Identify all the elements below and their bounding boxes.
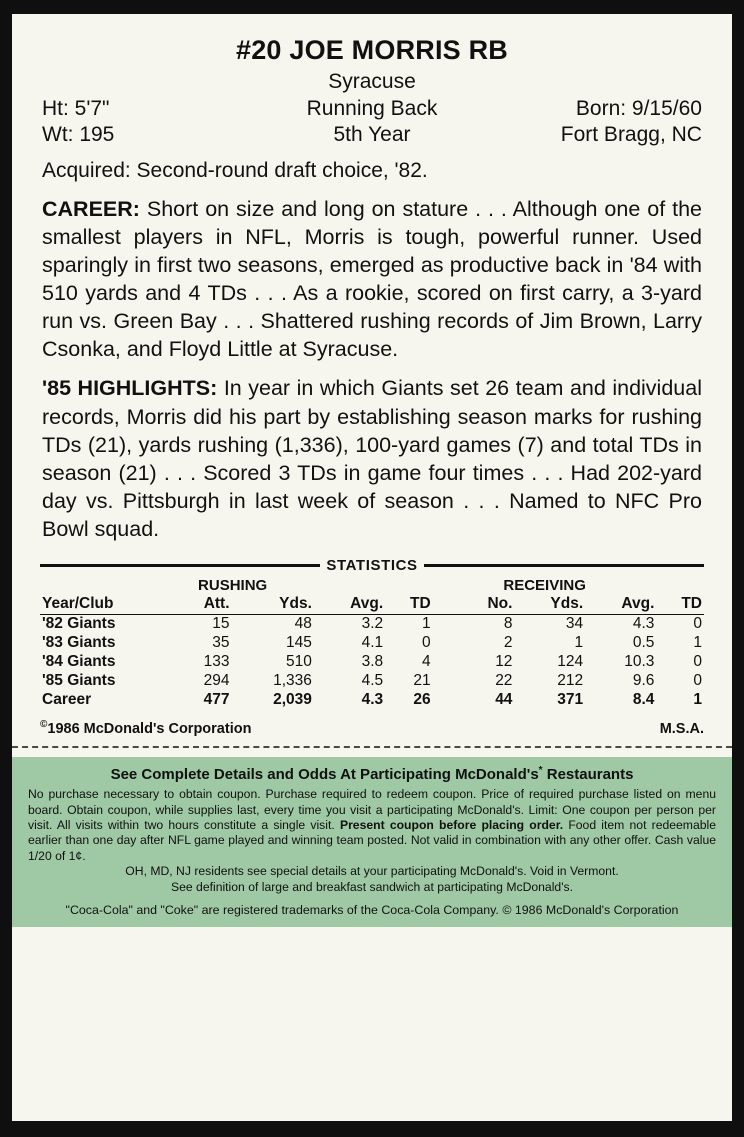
col-rush-att: Att. <box>174 595 232 615</box>
col-year-club: Year/Club <box>40 595 174 615</box>
cell-rush-yds: 1,336 <box>273 672 312 690</box>
msa-mark: M.S.A. <box>659 721 704 738</box>
table-row-career <box>40 691 704 710</box>
cell-rec-avg: 0.5 <box>632 634 655 652</box>
statistics-group-row <box>40 577 704 594</box>
coupon-terms-part2: Food item not redeemable earlier than one day after NFL game played and winning team posted. Not valid in combination with any other offer. Cash value 1/20 of 1¢. <box>28 817 716 863</box>
col-rec-yds: Yds. <box>514 595 585 615</box>
col-spacer <box>433 595 459 615</box>
cell-rush-avg: 4.1 <box>361 634 384 652</box>
vitals-left <box>42 96 247 149</box>
player-height: Ht: 5'7" <box>42 96 110 120</box>
player-school: Syracuse <box>328 69 416 93</box>
cell-rec-td: 0 <box>693 615 702 633</box>
vitals-right <box>497 96 702 149</box>
highlights-label: '85 HIGHLIGHTS: <box>42 376 218 401</box>
player-weight: Wt: 195 <box>42 123 115 147</box>
cell-rush-yds: 145 <box>286 634 312 652</box>
cell-spacer <box>433 653 459 672</box>
cell-rush-att: 477 <box>203 691 230 709</box>
table-row <box>40 653 704 672</box>
player-name: #20 JOE MORRIS RB <box>236 35 508 65</box>
coupon-headline-asterisk: * <box>538 765 543 777</box>
cell-rec-yds: 34 <box>565 615 584 633</box>
coupon-headline-text: See Complete Details and Odds At Participating McDonald's <box>110 766 539 784</box>
player-born: Born: 9/15/60 <box>575 96 702 120</box>
cell-rec-no: 8 <box>503 615 513 633</box>
cell-rec-avg: 8.4 <box>632 691 655 709</box>
cell-rush-td: 1 <box>422 615 431 633</box>
cell-rush-att: 294 <box>203 672 230 690</box>
table-header-row <box>40 595 704 615</box>
coupon-panel <box>12 757 732 927</box>
cell-year: '84 Giants <box>42 653 116 671</box>
cell-rec-no: 44 <box>495 691 513 709</box>
cell-rush-td: 4 <box>422 653 431 671</box>
cell-year: '83 Giants <box>42 634 116 652</box>
highlights-paragraph <box>42 374 702 543</box>
coupon-terms-bold: Present coupon before placing order. <box>339 817 564 832</box>
career-label: CAREER: <box>42 196 140 221</box>
cell-rec-no: 22 <box>495 672 513 690</box>
cell-rec-avg: 4.3 <box>632 615 655 633</box>
cell-year: '85 Giants <box>42 672 116 690</box>
col-rec-avg: Avg. <box>585 595 656 615</box>
player-birthplace: Fort Bragg, NC <box>560 123 702 147</box>
cell-rec-td: 0 <box>693 672 702 690</box>
career-paragraph <box>42 195 702 364</box>
col-rush-avg: Avg. <box>314 595 385 615</box>
copyright-text: 1986 McDonald's Corporation <box>47 721 252 738</box>
table-row <box>40 634 704 653</box>
table-row <box>40 615 704 635</box>
cell-rec-no: 12 <box>495 653 513 671</box>
cell-rec-no: 2 <box>503 634 513 652</box>
cell-rec-yds: 371 <box>557 691 584 709</box>
player-position: Running Back <box>306 96 438 120</box>
coupon-headline-end: Restaurants <box>542 766 634 784</box>
col-rec-no: No. <box>459 595 515 615</box>
cell-spacer <box>433 615 459 635</box>
group-receiving: RECEIVING <box>503 577 586 595</box>
cell-rush-att: 133 <box>203 653 230 671</box>
player-acquired: Acquired: Second-round draft choice, '82. <box>42 159 428 183</box>
cell-rec-yds: 212 <box>557 672 584 690</box>
statistics-section <box>40 557 704 710</box>
cell-rush-att: 35 <box>212 634 230 652</box>
card-bottom-margin <box>12 927 732 1121</box>
cell-rush-td: 0 <box>422 634 431 652</box>
cell-rec-avg: 10.3 <box>624 653 655 671</box>
player-year: 5th Year <box>333 123 411 147</box>
cell-rec-yds: 124 <box>557 653 584 671</box>
cell-rush-avg: 3.2 <box>361 615 384 633</box>
cell-spacer <box>433 691 459 710</box>
cell-rush-avg: 3.8 <box>361 653 384 671</box>
highlights-text: In year in which Giants set 26 team and individual records, Morris did his part by establishing season marks for rushing TDs (21), yards rushing (1,336), 100-yard games (7) and total TDs in season (21) . . . Scored 3 TDs in game four times . . . Had 202-yard day vs. Pittsburgh in last week of season . . . Named to NFC Pro Bowl squad. <box>42 376 702 542</box>
card-back-face <box>12 14 732 1121</box>
table-row <box>40 672 704 691</box>
career-text: Short on size and long on stature . . . Although one of the smallest players in NFL, Morris is tough, powerful runner. Used sparingly in first two seasons, emerged as productive back in '84 with 510 yards and 4 TDs . . . As a rookie, scored on first carry, a 3-yard run vs. Green Bay . . . Shattered rushing records of Jim Brown, Larry Csonka, and Floyd Little at Syracuse. <box>42 196 702 362</box>
cell-rec-td: 0 <box>693 653 702 671</box>
rule-right <box>424 564 704 567</box>
coupon-headline <box>28 765 716 787</box>
cell-rush-yds: 48 <box>294 615 312 633</box>
copyright-symbol: © <box>40 719 48 731</box>
col-rush-yds: Yds. <box>232 595 314 615</box>
statistics-title-row <box>40 557 704 574</box>
copyright-row <box>40 719 704 737</box>
group-rushing: RUSHING <box>198 577 268 595</box>
col-rec-td: TD <box>656 595 704 615</box>
cell-rush-yds: 2,039 <box>273 691 312 709</box>
cell-year: Career <box>42 691 92 709</box>
rule-left <box>40 564 320 567</box>
cell-spacer <box>433 634 459 653</box>
cell-rush-avg: 4.5 <box>361 672 384 690</box>
cell-rec-avg: 9.6 <box>632 672 655 690</box>
cell-rush-td: 21 <box>413 672 431 690</box>
perforation-line <box>12 746 732 748</box>
cell-spacer <box>433 672 459 691</box>
coupon-terms-part1: No purchase necessary to obtain coupon. Purchase required to redeem coupon. Price of required purchase listed on menu board. Obtain coupon, while supplies last, every time you visit a participating McDonald's. Limit: One coupon per person per visit. All visits within two hours constitute a single visit. <box>28 787 716 832</box>
vitals-middle <box>247 96 498 149</box>
cell-rush-avg: 4.3 <box>361 691 384 709</box>
copyright-notice <box>40 719 251 737</box>
coupon-definition-notice: See definition of large and breakfast sandwich at participating McDonald's. <box>170 879 574 894</box>
cell-rush-att: 15 <box>212 615 230 633</box>
cell-rec-td: 1 <box>693 634 702 652</box>
coupon-terms <box>28 787 716 864</box>
coupon-trademark-notice: "Coca-Cola" and "Coke" are registered trademarks of the Coca-Cola Company. © 1986 McDonald's Corporation <box>65 902 679 917</box>
cell-rush-td: 26 <box>413 691 431 709</box>
card-text-section <box>12 14 732 543</box>
cell-year: '82 Giants <box>42 615 116 633</box>
statistics-table <box>40 595 704 710</box>
player-vitals <box>42 96 702 149</box>
col-rush-td: TD <box>385 595 433 615</box>
cell-rec-td: 1 <box>693 691 702 709</box>
statistics-title: STATISTICS <box>326 557 418 575</box>
coupon-state-notice: OH, MD, NJ residents see special details at your participating McDonald's. Void in Vermont. <box>125 864 619 879</box>
cell-rush-yds: 510 <box>286 653 312 671</box>
cell-rec-yds: 1 <box>574 634 584 652</box>
